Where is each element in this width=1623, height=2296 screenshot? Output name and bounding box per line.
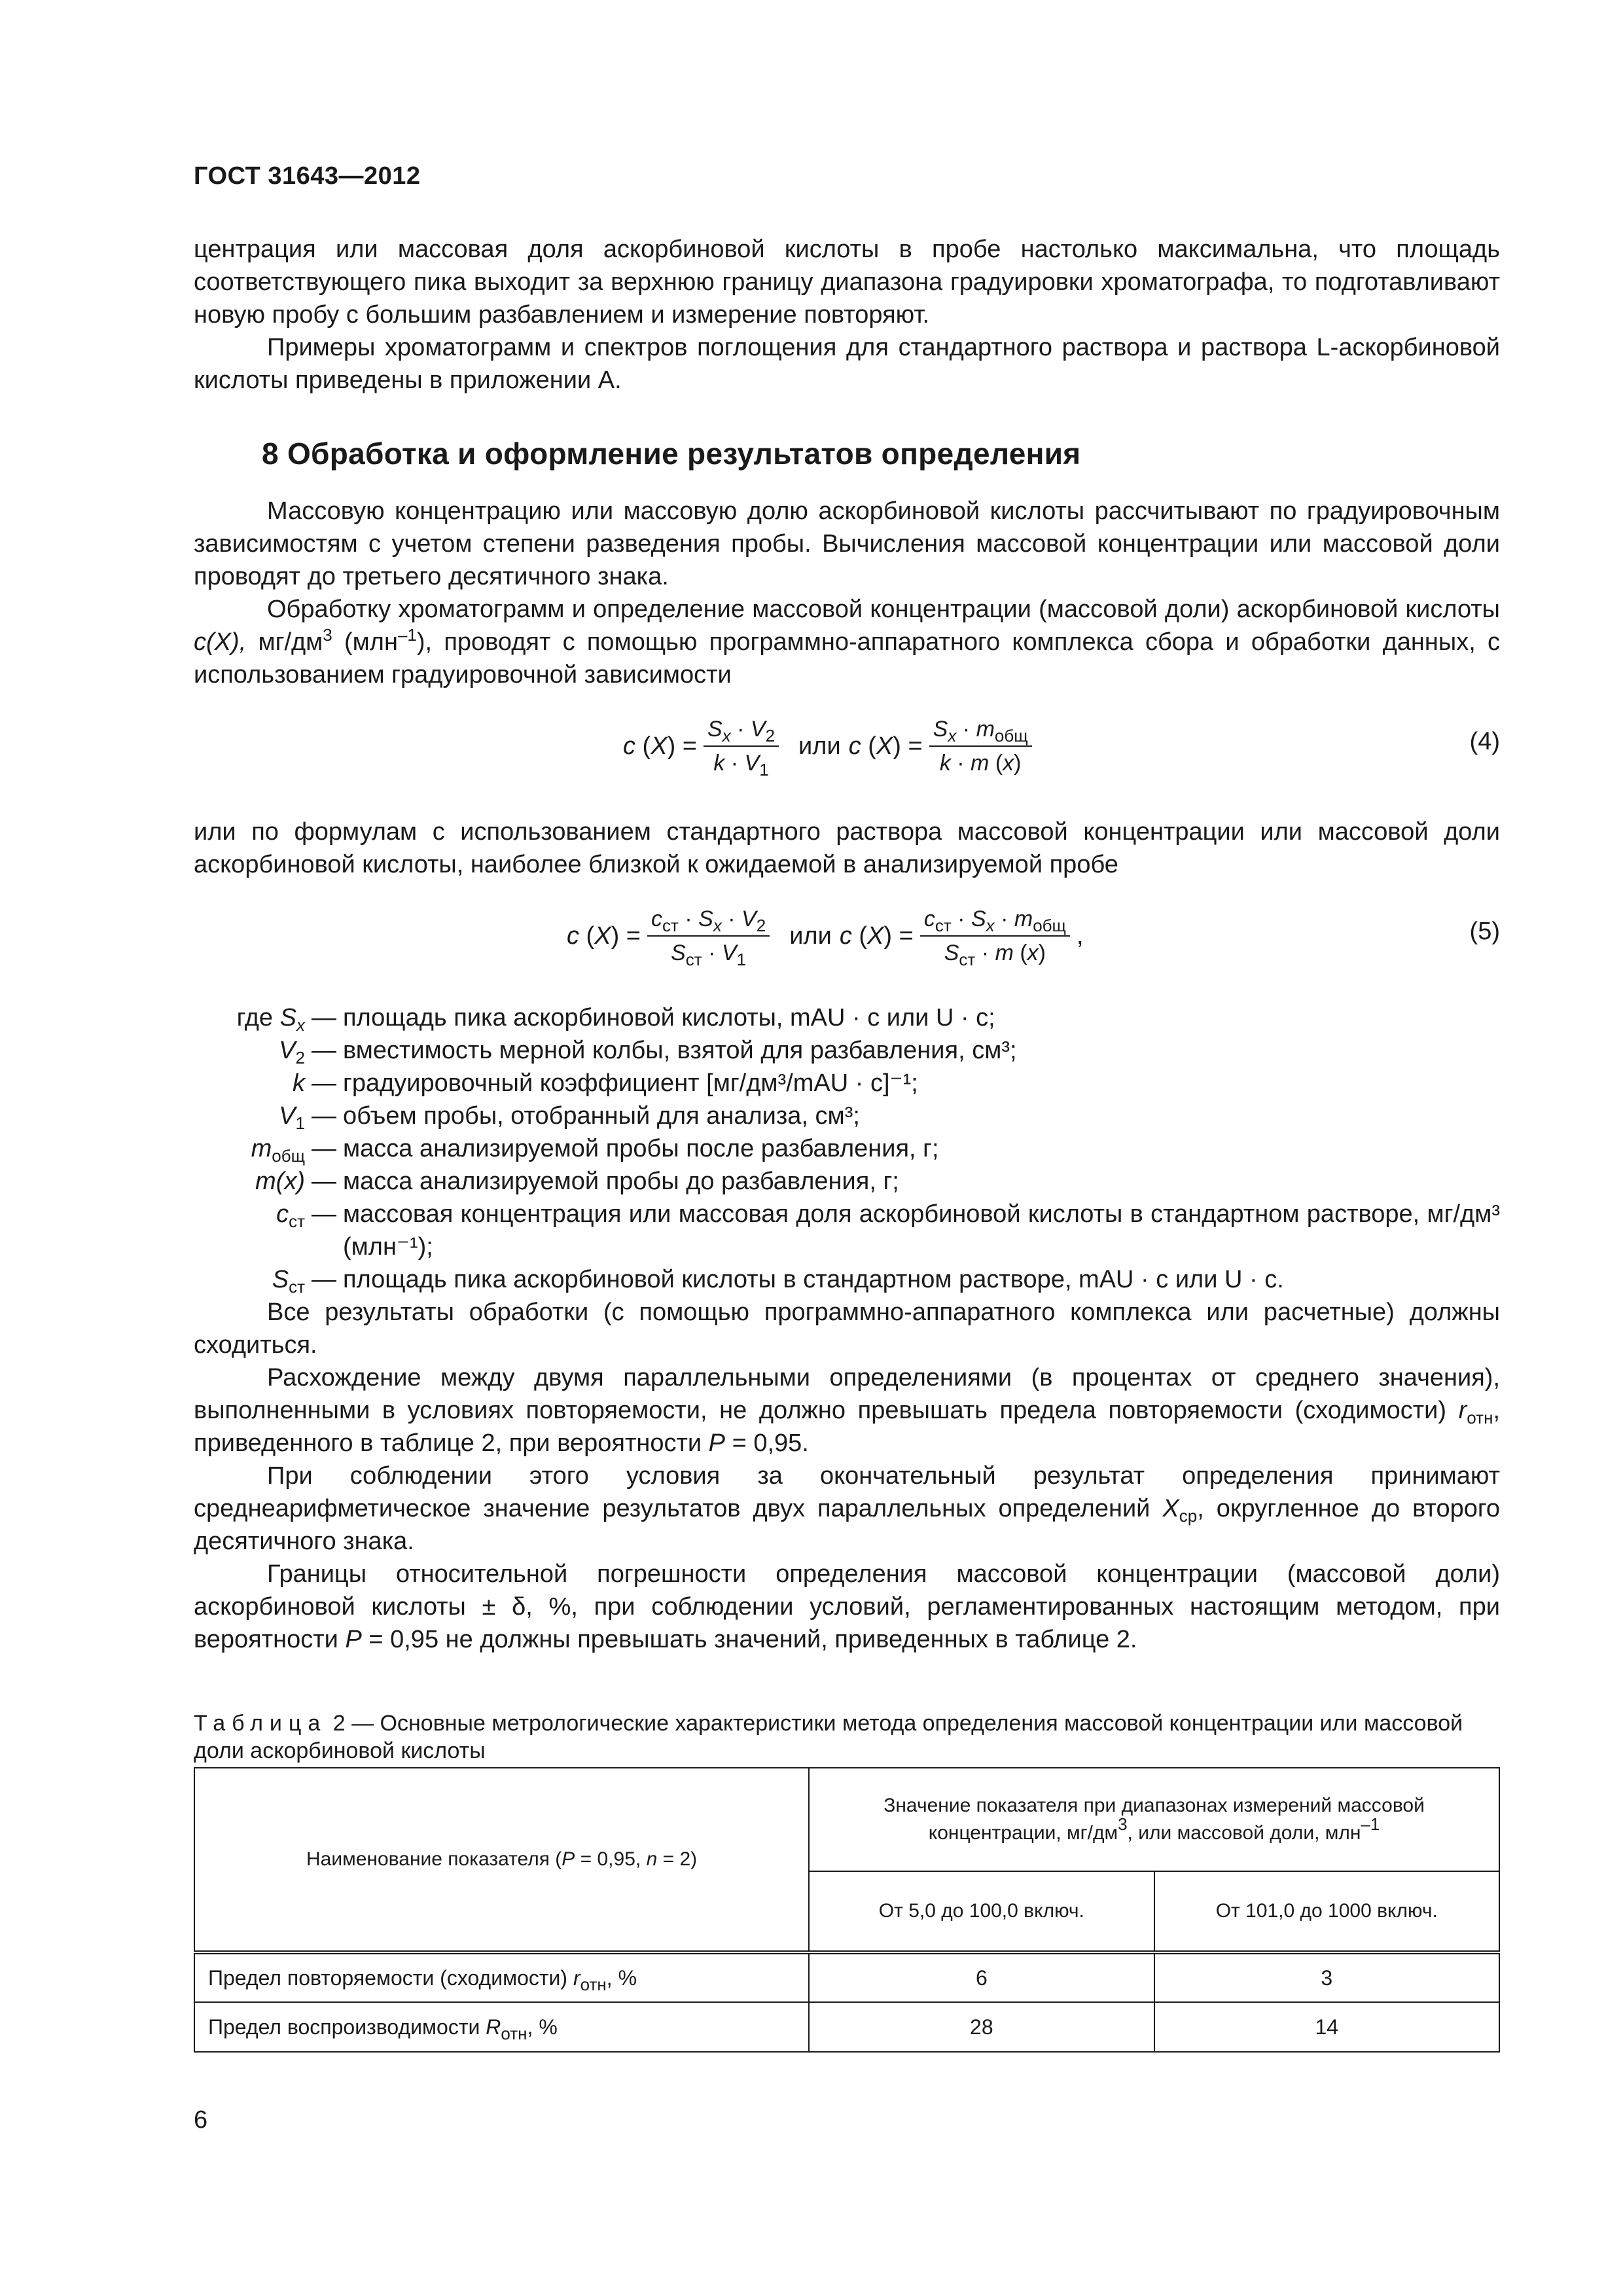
formula-4-body: c (X) = $\frac{S_x \cdot V_2}{k \cdot V_1}$ или c (X) = $\frac{S_x \cdot m_{общ}}{k \cdot m (x)}$ <box>623 700 1039 792</box>
formula-transition-text <box>194 816 1500 881</box>
row-value-1: 28 <box>809 2002 1154 2052</box>
page-number: 6 <box>194 2106 208 2134</box>
table-caption: Таблица 2 — Основные метрологические характеристики метода определения массовой концентрации или массовой доли аскорбиновой кислоты <box>194 1711 1463 1763</box>
row-value-2: 14 <box>1154 2002 1499 2052</box>
after-paragraph-4: Границы относительной погрешности определения массовой концентрации (массовой доли) аскорбиновой кислоты ± δ, %, при соблюдении условий, регламентированных настоящим методом, при вероятности P = 0,95 не должны превышать значений, приведенных в таблице 2. <box>194 1560 1500 1653</box>
fraction-4b: $\frac{S_x \cdot m_{общ}}{k \cdot m (x)}$ <box>929 715 1032 777</box>
definition-item: где $S_x$ — площадь пика аскорбиновой кислоты, mAU · с или U · с; <box>236 1004 995 1035</box>
formula-5-body: c (X) = $\frac{c_{ст} \cdot S_x \cdot V_2}{S_{ст} \cdot V_1}$ или c (X) = $\frac{c_{ст} \cdot S_x \cdot m_{общ}}{S_{ст} \cdot m (x)}$ , <box>567 906 1084 969</box>
metrology-table <box>194 1767 1500 2053</box>
header-indicator-name: Наименование показателя (P = 0,95, n = 2) <box>194 1768 809 1952</box>
definition-item: m(x) — масса анализируемой пробы до разбавления, г; <box>255 1168 899 1195</box>
table-row <box>194 1952 1499 2002</box>
definition-item: $c_{ст}$ — массовая концентрация или массовая доля аскорбиновой кислоты в стандартном растворе, мг/дм³ (млн⁻¹); <box>276 1200 1500 1261</box>
after-paragraph-1: Все результаты обработки (с помощью программно-аппаратного комплекса или расчетные) должны сходиться. <box>194 1299 1500 1359</box>
after-paragraph-2: Расхождение между двумя параллельными определениями (в процентах от среднего значения), выполненными в условиях повторяемости, не должно превышать предела повторяемости (сходимости) $r_{отн}$, приведенного в таблице 2, при вероятности P = 0,95. <box>194 1364 1500 1457</box>
definition-item: $S_{ст}$ — площадь пика аскорбиновой кислоты в стандартном растворе, mAU · с или U · с. <box>272 1266 1284 1297</box>
table-row <box>194 2002 1499 2052</box>
after-paragraph-3: При соблюдении этого условия за окончательный результат определения принимают среднеарифметическое значение результатов двух параллельных определений $X_{ср}$, округленное до второго десятичного знака. <box>194 1462 1501 1555</box>
section-text <box>194 495 1500 691</box>
fraction-5b: $\frac{c_{ст} \cdot S_x \cdot m_{общ}}{S_{ст} \cdot m (x)}$ <box>920 905 1070 967</box>
row-value-2: 3 <box>1154 1952 1499 2002</box>
header-range-group: Значение показателя при диапазонах измерений массовой концентрации, $мг/дм^3$, или массовой доли, млн$^{-1}$ <box>809 1768 1499 1871</box>
row-label: Предел воспроизводимости $R_{отн}$, % <box>194 2002 809 2052</box>
header-range-1: От 5,0 до 100,0 включ. <box>809 1871 1154 1952</box>
intro-text <box>194 233 1500 397</box>
section-paragraph-2: Обработку хроматограмм и определение массовой концентрации (массовой доли) аскорбиновой кислоты c(X), $мг/дм^3$ (млн$^{-1}$), проводят с помощью программно-аппаратного комплекса сбора и обработки данных, с использованием градуировочной зависимости <box>194 596 1500 689</box>
definition-item: $V_1$ — объем пробы, отобранный для анализа, см³; <box>279 1102 860 1133</box>
section-paragraph-1: Массовую концентрацию или массовую долю аскорбиновой кислоты рассчитывают по градуировочным зависимостям с учетом степени разведения пробы. Вычисления массовой концентрации или массовой доли проводят до третьего десятичного знака. <box>194 497 1500 590</box>
intro-paragraph-1: центрация или массовая доля аскорбиновой кислоты в пробе настолько максимальна, что площадь соответствующего пика выходит за верхнюю границу диапазона градуировки хроматографа, то подготавливают новую пробу с большим разбавлением и измерение повторяют. <box>194 236 1500 329</box>
definitions-list <box>194 1001 1500 1656</box>
definition-item: $V_2$ — вместимость мерной колбы, взятой для разбавления, см³; <box>279 1037 1017 1067</box>
table-header-row <box>194 1768 1499 1871</box>
row-value-1: 6 <box>809 1952 1154 2002</box>
formula-5-number: (5) <box>1469 918 1500 945</box>
header-range-2: От 101,0 до 1000 включ. <box>1154 1871 1499 1952</box>
document-header: ГОСТ 31643—2012 <box>194 162 421 190</box>
fraction-5a: $\frac{c_{ст} \cdot S_x \cdot V_2}{S_{ст} \cdot V_1}$ <box>647 905 770 967</box>
row-label: Предел повторяемости (сходимости) $r_{отн}$, % <box>194 1952 809 2002</box>
section-paragraph-3: или по формулам с использованием стандартного раствора массовой концентрации или массовой доли аскорбиновой кислоты, наиболее близкой к ожидаемой в анализируемой пробе <box>194 818 1500 878</box>
intro-paragraph-2: Примеры хроматограмм и спектров поглощения для стандартного раствора и раствора L-аскорбиновой кислоты приведены в приложении А. <box>194 334 1500 394</box>
formula-4-number: (4) <box>1469 728 1500 755</box>
section-title: 8 Обработка и оформление результатов определения <box>262 437 1081 471</box>
formula-4 <box>194 700 1500 792</box>
fraction-4a: $\frac{S_x \cdot V_2}{k \cdot V_1}$ <box>704 715 779 777</box>
formula-5 <box>194 890 1500 982</box>
definition-item: $m_{общ}$ — масса анализируемой пробы после разбавления, г; <box>251 1135 939 1166</box>
definition-item: k — градуировочный коэффициент [мг/дм³/mAU · с]⁻¹; <box>293 1069 918 1097</box>
